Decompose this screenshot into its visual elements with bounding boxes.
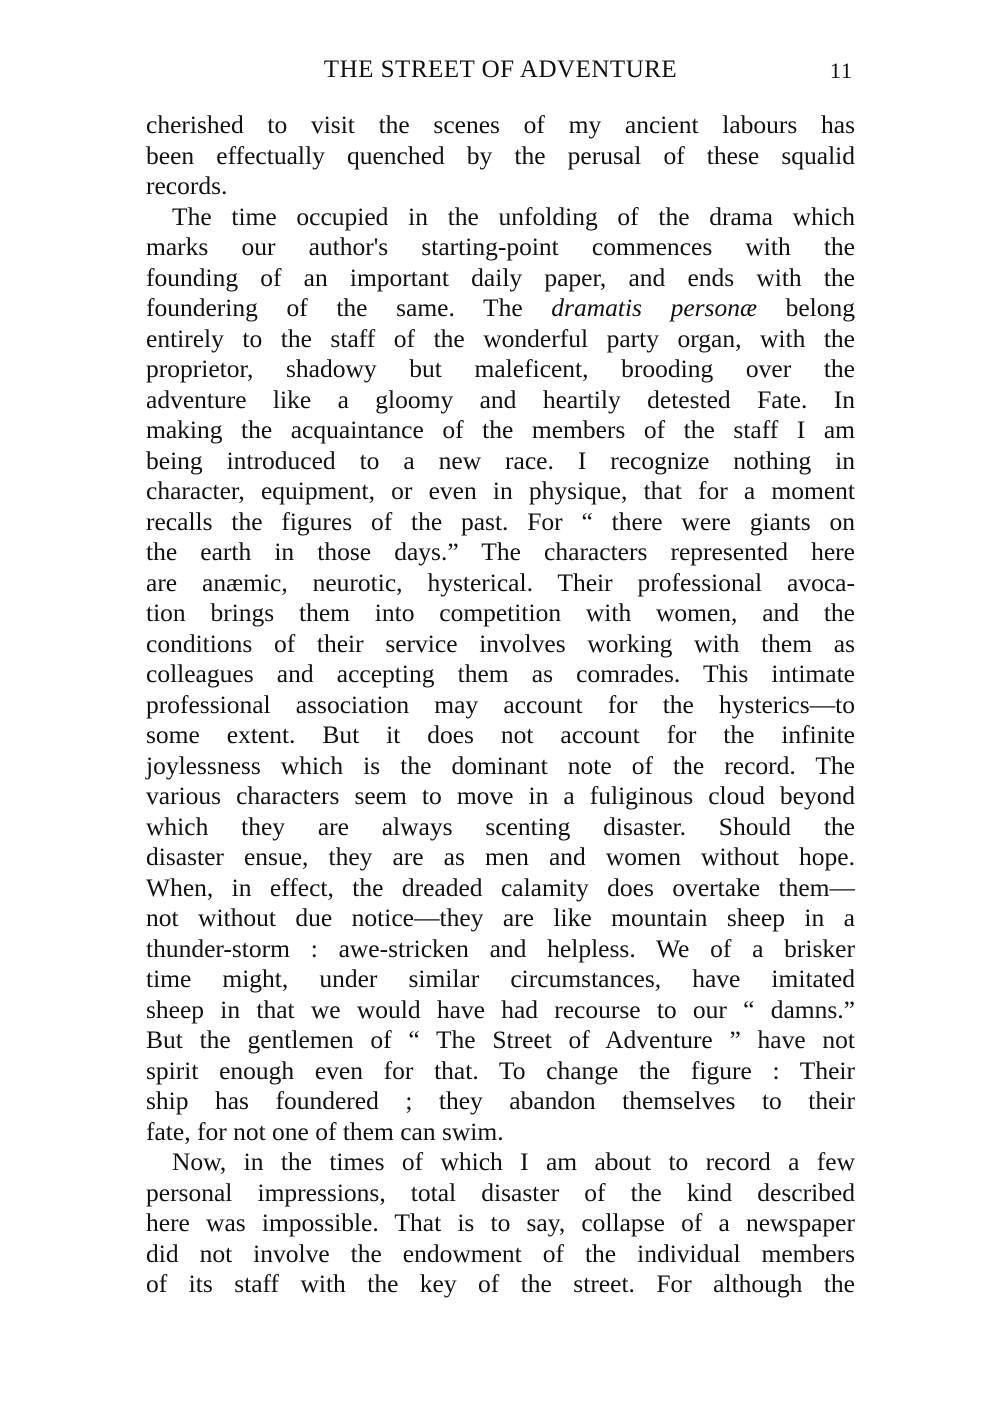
text-line: which they are always scenting disaster. Should the [146, 811, 855, 841]
text-line: recalls the figures of the past. For “ there were giants on [146, 506, 855, 536]
text-line: making the acquaintance of the members of the staff I am [146, 415, 855, 444]
text-line: entirely to the staff of the wonderful party organ, with the [146, 323, 855, 353]
text-line: spirit enough even for that. To change the figure : Their [146, 1055, 855, 1085]
text-line: adventure like a gloomy and heartily detested Fate. In [146, 384, 855, 414]
text-line: But the gentlemen of “ The Street of Adventure ” have not [146, 1025, 855, 1054]
text-line: When, in effect, the dreaded calamity does overtake them— [146, 872, 855, 902]
text-line: cherished to visit the scenes of my ancient labours has [146, 110, 855, 139]
text-line: thunder-storm : awe-stricken and helpless. We of a brisker [146, 933, 855, 963]
text-line [146, 293, 855, 324]
page-header [146, 56, 855, 88]
text-line: personal impressions, total disaster of the kind described [146, 1177, 855, 1207]
text-line: tion brings them into competition with women, and the [146, 598, 855, 627]
text-line: did not involve the endowment of the individual members [146, 1238, 855, 1268]
text-line: Now, in the times of which I am about to record a few [172, 1147, 855, 1176]
text-line: professional association may account for the hysterics—to [146, 689, 855, 719]
text-line: records. [146, 171, 228, 200]
italic-phrase: dramatis personæ [551, 293, 757, 322]
text-line: sheep in that we would have had recourse to our “ damns.” [146, 994, 855, 1024]
text-line: ship has foundered ; they abandon themselves to their [146, 1086, 855, 1115]
page-number: 11 [829, 58, 853, 83]
text-segment: foundering of the same. The [146, 293, 552, 322]
text-line: here was impossible. That is to say, collapse of a newspaper [146, 1208, 855, 1237]
text-line: The time occupied in the unfolding of the drama which [172, 201, 855, 231]
body-text [146, 110, 855, 1300]
text-line: being introduced to a new race. I recognize nothing in [146, 445, 855, 475]
text-line: are anæmic, neurotic, hysterical. Their professional avoca- [146, 567, 855, 597]
text-line: various characters seem to move in a fuliginous cloud beyond [146, 781, 855, 810]
text-line: marks our author's starting-point commences with the [146, 232, 855, 261]
text-line: character, equipment, or even in physique, that for a moment [146, 476, 855, 505]
text-line: proprietor, shadowy but maleficent, brooding over the [146, 354, 855, 383]
text-line: some extent. But it does not account for the infinite [146, 720, 855, 749]
text-line: disaster ensue, they are as men and women without hope. [146, 842, 855, 871]
text-line: the earth in those days.” The characters represented here [146, 537, 855, 566]
text-segment: belong [757, 293, 856, 322]
text-line: colleagues and accepting them as comrades. This intimate [146, 659, 855, 688]
text-line: conditions of their service involves working with them as [146, 628, 855, 658]
text-line: time might, under similar circumstances, have imitated [146, 964, 855, 993]
text-line: founding of an important daily paper, and ends with the [146, 262, 855, 292]
text-line: of its staff with the key of the street. For although the [146, 1269, 855, 1298]
text-line: fate, for not one of them can swim. [146, 1116, 504, 1146]
text-line: not without due notice—they are like mountain sheep in a [146, 903, 855, 932]
running-title: THE STREET OF ADVENTURE [323, 56, 678, 83]
text-line: been effectually quenched by the perusal of these squalid [146, 140, 855, 170]
text-line: joylessness which is the dominant note of the record. The [146, 750, 855, 780]
